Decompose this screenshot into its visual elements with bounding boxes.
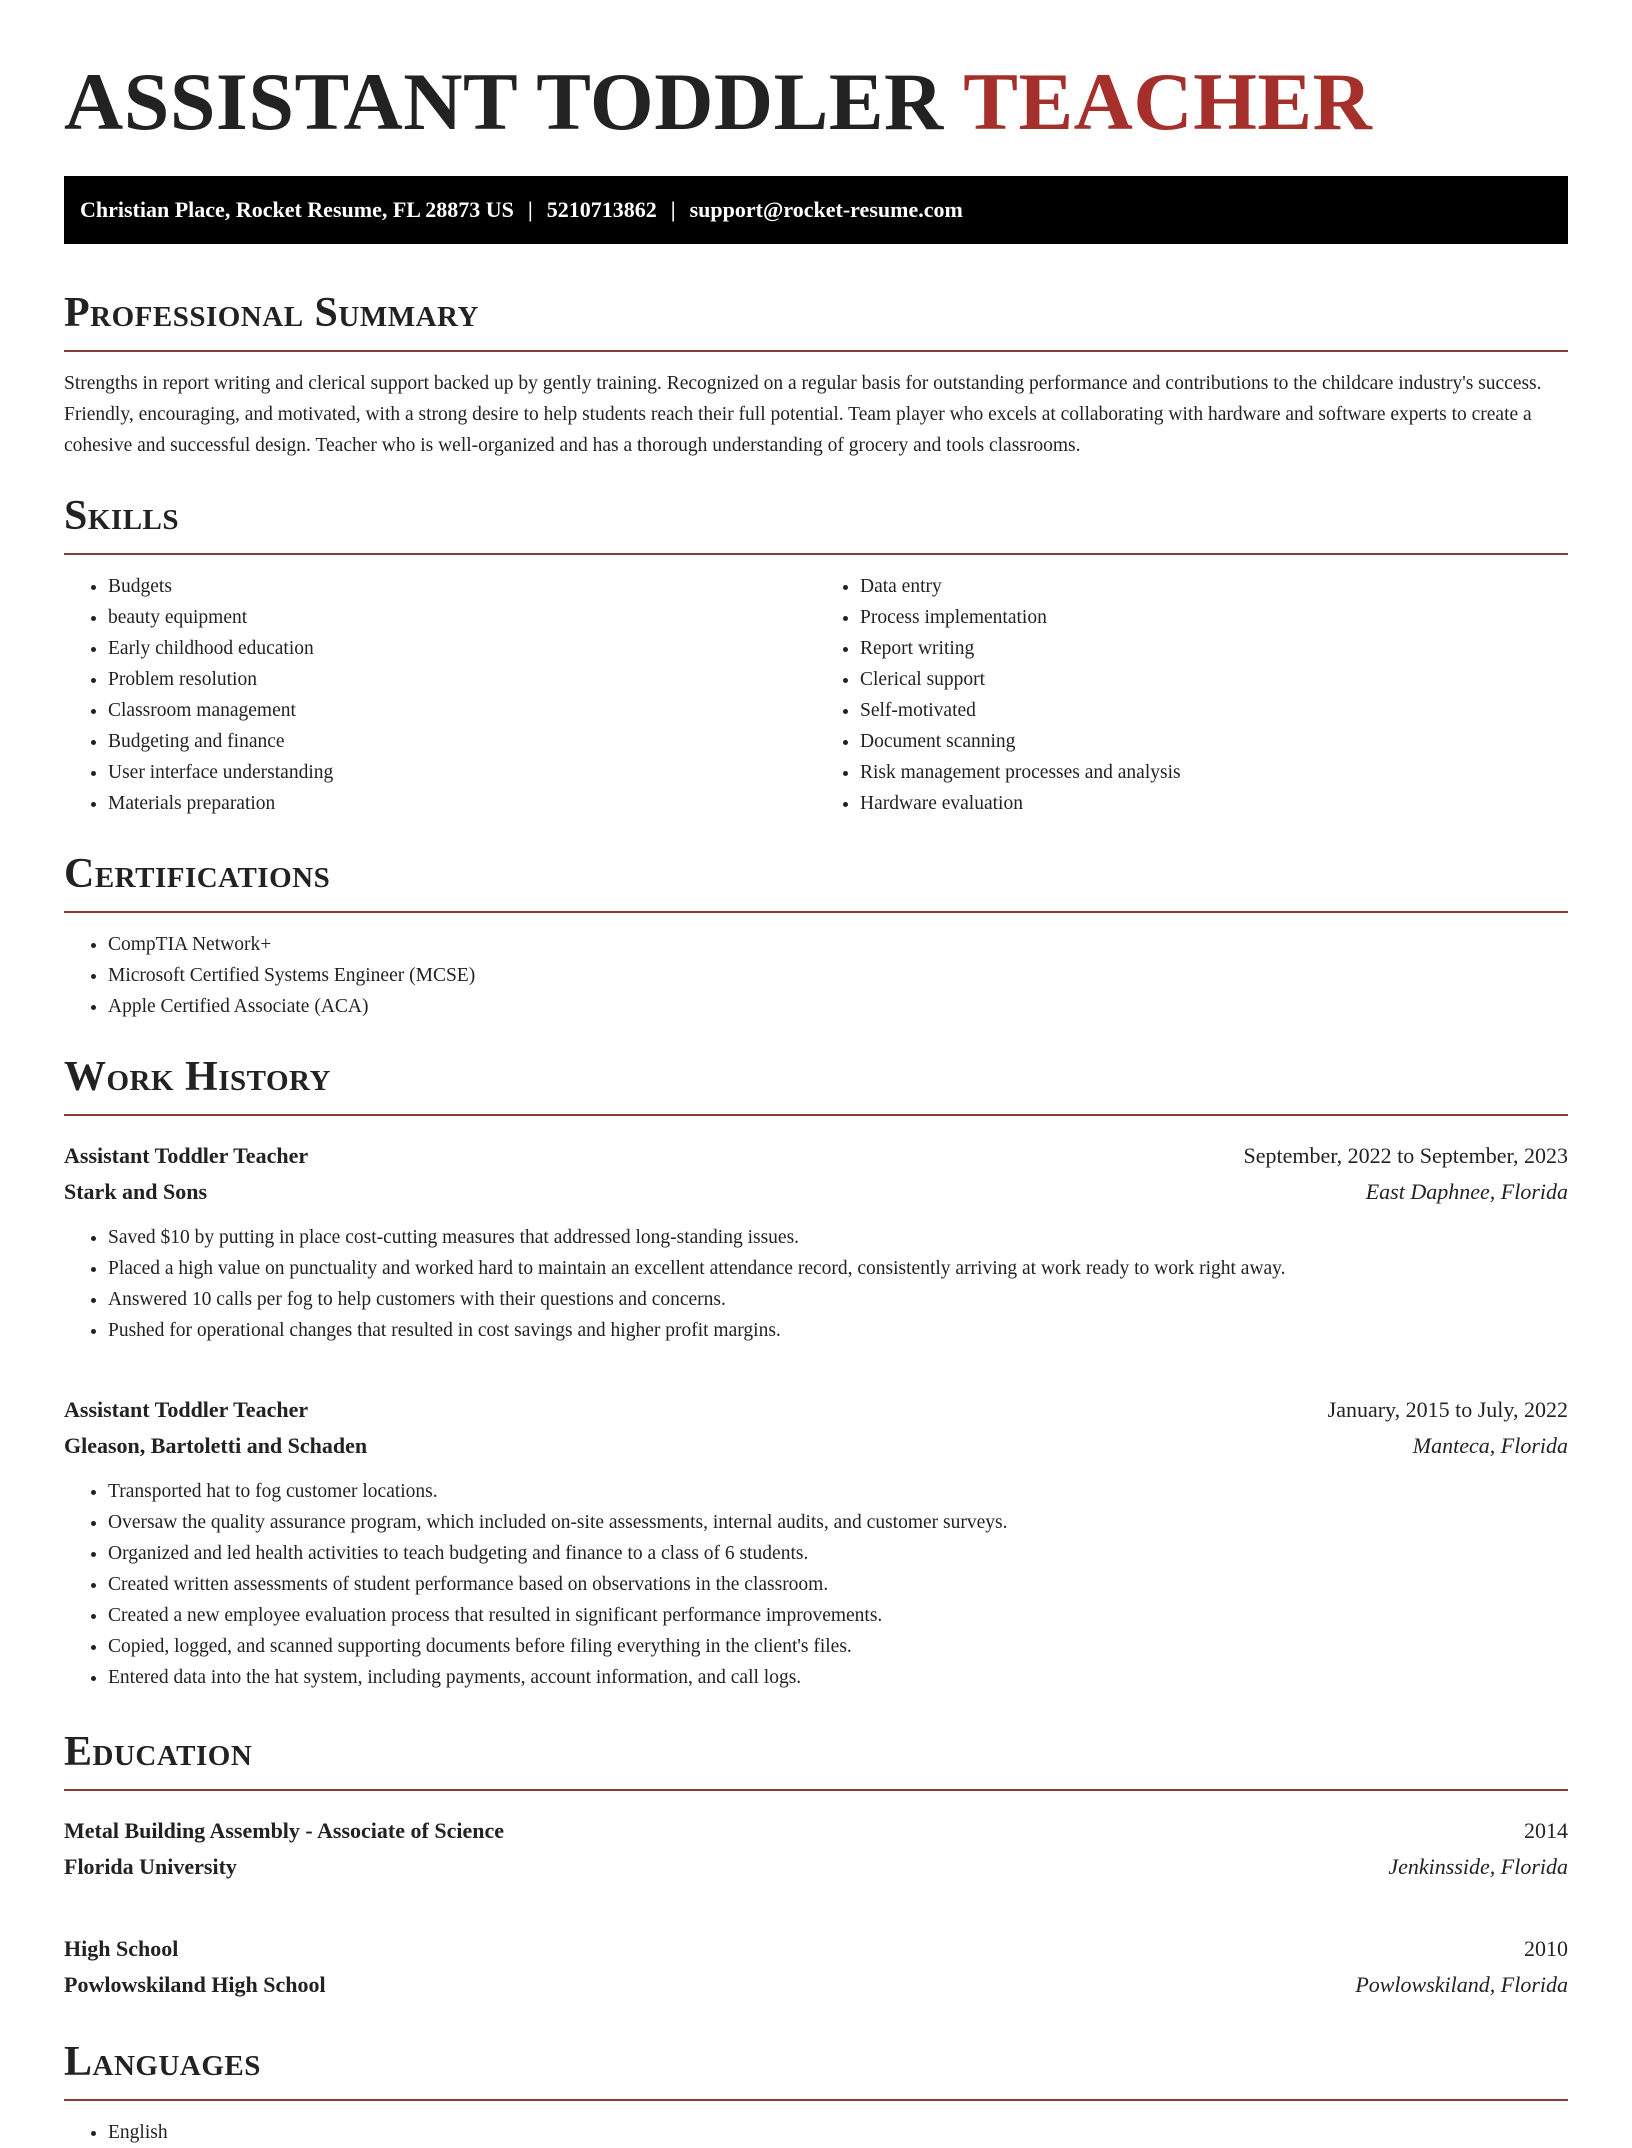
skill-item: • Risk management processes and analysis [860, 757, 1568, 788]
contact-email[interactable]: support@rocket-resume.com [689, 197, 963, 222]
job-title: Assistant Toddler Teacher [64, 1143, 309, 1168]
job-bullets [64, 1222, 1568, 1346]
education-school-row [64, 1967, 1568, 2003]
certification-item: • Microsoft Certified Systems Engineer (MCSE) [108, 960, 1568, 991]
education-degree: High School [64, 1936, 179, 1961]
education-entry [64, 1813, 1568, 1885]
skill-item: • beauty equipment [108, 602, 816, 633]
skill-item: • User interface understanding [108, 757, 816, 788]
job-bullet: • Answered 10 calls per fog to help customers with their questions and concerns. [108, 1284, 1568, 1315]
education-location: Jenkinsside, Florida [1388, 1854, 1568, 1879]
skill-item: • Hardware evaluation [860, 788, 1568, 819]
section-divider [64, 2099, 1568, 2101]
job-entry [64, 1138, 1568, 1346]
section-heading: Education [64, 1729, 253, 1775]
job-bullet: • Created written assessments of student performance based on observations in the classroom. [108, 1569, 1568, 1600]
professional-summary-section [64, 288, 1568, 461]
section-heading: Work History [64, 1054, 331, 1100]
summary-text: Strengths in report writing and clerical support backed up by gently training. Recognized on a regular basis for outstanding performance and contributions to the childcare industry's success. Friendly, encouraging, and motivated, with a strong desire to help students reach their full potential. Team player who excels at collaborating with hardware and software experts to create a cohesive and successful design. Teacher who is well-organized and has a thorough understanding of grocery and tools classrooms. [64, 373, 1542, 456]
job-company-row [64, 1174, 1568, 1210]
education-degree: Metal Building Assembly - Associate of Science [64, 1818, 504, 1843]
candidate-name [64, 0, 1568, 147]
contact-bar [64, 176, 1568, 244]
certifications-list [64, 929, 1568, 1022]
job-company: Stark and Sons [64, 1179, 208, 1204]
section-divider [64, 1114, 1568, 1116]
education-entry [64, 1931, 1568, 2003]
contact-phone: 5210713862 [546, 197, 657, 222]
education-year: 2014 [1524, 1818, 1568, 1843]
job-company: Gleason, Bartoletti and Schaden [64, 1433, 368, 1458]
job-dates: September, 2022 to September, 2023 [1243, 1143, 1568, 1168]
education-header-row [64, 1931, 1568, 1967]
skill-item: • Report writing [860, 633, 1568, 664]
education-header-row [64, 1813, 1568, 1849]
certification-item: • CompTIA Network+ [108, 929, 1568, 960]
certifications-section [64, 849, 1568, 1022]
work-history-section [64, 1052, 1568, 1693]
section-heading: Skills [64, 493, 180, 539]
job-bullets [64, 1476, 1568, 1693]
skill-item: • Document scanning [860, 726, 1568, 757]
skills-columns [64, 571, 1568, 819]
job-bullet: • Transported hat to fog customer locations. [108, 1476, 1568, 1507]
skills-list-right [816, 571, 1568, 819]
job-location: Manteca, Florida [1412, 1433, 1568, 1458]
languages-section [64, 2037, 1568, 2148]
section-divider [64, 911, 1568, 913]
skill-item: • Self-motivated [860, 695, 1568, 726]
education-school: Powlowskiland High School [64, 1972, 326, 1997]
section-heading: Languages [64, 2039, 261, 2085]
skill-item: • Clerical support [860, 664, 1568, 695]
skill-item: • Problem resolution [108, 664, 816, 695]
skill-item: • Data entry [860, 571, 1568, 602]
education-school-row [64, 1849, 1568, 1885]
skill-item: • Classroom management [108, 695, 816, 726]
job-bullet: • Placed a high value on punctuality and worked hard to maintain an excellent attendance record, consistently arriving at work ready to work right away. [108, 1253, 1568, 1284]
name-first: ASSISTANT TODDLER [64, 56, 944, 147]
section-divider [64, 553, 1568, 555]
education-section [64, 1727, 1568, 2003]
skill-item: • Budgeting and finance [108, 726, 816, 757]
name-last: TEACHER [963, 56, 1373, 147]
education-year: 2010 [1524, 1936, 1568, 1961]
section-divider [64, 350, 1568, 352]
section-heading: Professional Summary [64, 290, 479, 336]
job-bullet: • Organized and led health activities to teach budgeting and finance to a class of 6 students. [108, 1538, 1568, 1569]
job-bullet: • Copied, logged, and scanned supporting documents before filing everything in the client's files. [108, 1631, 1568, 1662]
education-location: Powlowskiland, Florida [1355, 1972, 1568, 1997]
skill-item: • Budgets [108, 571, 816, 602]
job-bullet: • Entered data into the hat system, including payments, account information, and call logs. [108, 1662, 1568, 1693]
job-header-row [64, 1392, 1568, 1428]
job-bullet: • Created a new employee evaluation process that resulted in significant performance improvements. [108, 1600, 1568, 1631]
certification-item: • Apple Certified Associate (ACA) [108, 991, 1568, 1022]
job-dates: January, 2015 to July, 2022 [1327, 1397, 1568, 1422]
job-header-row [64, 1138, 1568, 1174]
skills-list-left [64, 571, 816, 819]
skill-item: • Early childhood education [108, 633, 816, 664]
languages-list [64, 2117, 1568, 2148]
skill-item: • Process implementation [860, 602, 1568, 633]
contact-separator: | [527, 197, 533, 222]
contact-address: Christian Place, Rocket Resume, FL 28873 US [80, 197, 514, 222]
job-company-row [64, 1428, 1568, 1464]
job-bullet: • Oversaw the quality assurance program, which included on-site assessments, internal audits, and customer surveys. [108, 1507, 1568, 1538]
section-divider [64, 1789, 1568, 1791]
skills-section [64, 491, 1568, 819]
skill-item: • Materials preparation [108, 788, 816, 819]
job-entry [64, 1392, 1568, 1693]
job-location: East Daphnee, Florida [1365, 1179, 1568, 1204]
job-bullet: • Pushed for operational changes that resulted in cost savings and higher profit margins. [108, 1315, 1568, 1346]
job-title: Assistant Toddler Teacher [64, 1397, 309, 1422]
section-heading: Certifications [64, 851, 331, 897]
contact-separator: | [670, 197, 676, 222]
education-school: Florida University [64, 1854, 237, 1879]
job-bullet: • Saved $10 by putting in place cost-cutting measures that addressed long-standing issues. [108, 1222, 1568, 1253]
language-item: • English [108, 2117, 1568, 2148]
